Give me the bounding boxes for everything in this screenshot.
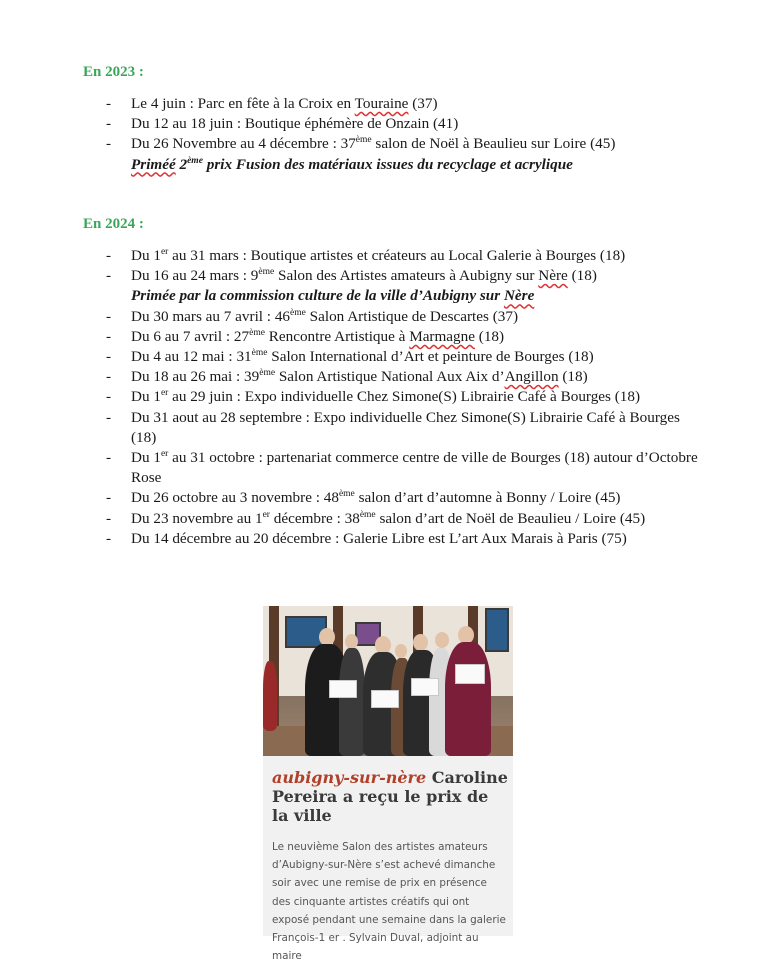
text-run: Du 26 octobre au 3 novembre : 48 [131,489,339,507]
superscript: ème [258,267,275,278]
event-text [131,409,680,446]
press-article-card [263,606,513,963]
event-list-item [0,448,768,488]
event-text [131,388,640,405]
bullet-dash: - [106,368,112,386]
text-run: Salon des Artistes amateurs à Aubigny sur [274,267,539,285]
text-run: Du 26 Novembre au 4 décembre : 37 [131,135,356,153]
year-heading-2023: En 2023 : [83,64,144,80]
text-run: 2 [175,155,188,173]
text-run: Du 30 mars au 7 avril : 46 [131,307,291,325]
bullet-dash: - [106,408,112,426]
event-text [131,247,625,264]
article-summary: Le neuvième Salon des artistes amateurs d’Aubigny-sur-Nère s’est achevé dimanche soir avec une remise de prix en présence des cinquante artistes créatifs qui ont exposé pendant une semaine dans la galerie François-1 er . Sylvain Duval, adjoint au maire [272,841,506,963]
text-run: Salon International d’Art et peinture de Bourges (18) [267,348,594,366]
text-run: Du 23 novembre au 1 [131,509,263,527]
event-list-item [0,408,768,448]
event-text [131,328,504,345]
text-run: prix Fusion des matériaux issues du recyclage et acrylique [202,155,573,173]
event-list-item [0,367,768,387]
superscript: er [262,509,270,520]
text-run: Du 1 [131,388,161,406]
text-run: (18) [558,368,588,386]
event-list-item [0,246,768,266]
superscript: er [160,388,169,399]
bullet-dash: - [106,388,112,406]
text-run: (18) [474,327,505,345]
event-text [131,95,438,112]
event-text [131,489,620,506]
bullet-dash: - [106,135,112,153]
event-text [131,135,615,152]
bullet-dash: - [106,348,112,366]
superscript: ème [290,307,306,318]
article-headline [272,768,508,825]
event-text [131,368,588,385]
event-list-item [0,307,768,327]
bullet-dash: - [106,327,112,345]
event-list-item [0,509,768,529]
superscript: ème [251,347,268,358]
spellcheck-flagged-word: Touraine [354,95,409,112]
events-2024-list [0,246,768,549]
award-note [131,286,708,306]
event-list-item [0,114,768,134]
bullet-dash: - [106,95,112,112]
text-run: Rencontre Artistique à [264,327,410,345]
spellcheck-flagged-word: Marmagne [409,327,475,345]
event-text [131,267,597,284]
bullet-dash: - [106,307,112,325]
award-note [131,155,708,175]
article-title: Caroline Pereira a reçu le prix de la ville [272,768,508,825]
text-run: au 31 mars : Boutique artistes et créateurs au Local Galerie à Bourges (18) [168,247,626,264]
text-run: Du 1 [131,247,161,264]
text-run: (37) [408,95,438,112]
spellcheck-flagged-word: Nère [538,267,568,285]
bullet-dash: - [106,267,112,285]
superscript: er [160,246,169,257]
article-city: aubigny-sur-nère [272,768,427,787]
event-list-item [0,387,768,407]
superscript: ème [259,368,276,379]
event-list-item [0,327,768,347]
event-text [131,530,627,547]
text-run: salon de Noël à Beaulieu sur Loire (45) [371,135,616,153]
event-list-item [0,488,768,508]
event-text [131,449,698,486]
text-run: Du 14 décembre au 20 décembre : Galerie Libre est L’art Aux Marais à Paris (75) [131,529,627,547]
bullet-dash: - [106,529,112,547]
superscript: ème [338,489,355,500]
bullet-dash: - [106,115,112,133]
text-run: décembre : 38 [269,509,360,527]
events-2023-list [0,94,768,175]
event-text [131,308,518,325]
text-run: au 31 octobre : partenariat commerce centre de ville de Bourges (18) autour d’Octobre Rose [131,449,698,487]
superscript: ème [187,155,203,166]
event-list-item [0,94,768,114]
event-list-item [0,134,768,174]
bullet-dash: - [106,509,112,527]
text-run: Du 18 au 26 mai : 39 [131,368,260,386]
text-run: (18) [567,267,597,285]
superscript: er [160,448,169,459]
year-heading-2024: En 2024 : [83,216,144,232]
text-run: au 29 juin : Expo individuelle Chez Simone(S) Librairie Café à Bourges (18) [168,388,641,406]
text-run: Du 1 [131,449,161,467]
spellcheck-flagged-word: Priméé [131,155,176,173]
text-run: Primée par la commission culture de la ville d’Aubigny sur [131,287,504,305]
text-run: salon d’art d’automne à Bonny / Loire (45) [354,489,621,507]
text-run: Salon Artistique National Aux Aix d’ [275,368,505,386]
text-run: salon d’art de Noël de Beaulieu / Loire (45) [375,509,646,527]
spellcheck-flagged-word: Angillon [504,368,559,386]
superscript: ème [359,509,376,520]
award-ceremony-photo [263,606,513,756]
text-run: Du 16 au 24 mars : 9 [131,267,259,285]
superscript: ème [355,135,372,146]
text-run: Du 6 au 7 avril : 27 [131,327,250,345]
text-run: Du 4 au 12 mai : 31 [131,348,252,366]
spellcheck-flagged-word: Nère [503,287,535,305]
event-list-item [0,347,768,367]
bullet-dash: - [106,449,112,467]
event-list-item [0,529,768,549]
text-run: Salon Artistique de Descartes (37) [305,307,519,325]
text-run: Le 4 juin : Parc en fête à la Croix en [131,95,355,112]
bullet-dash: - [106,489,112,507]
bullet-dash: - [106,247,112,264]
superscript: ème [249,327,265,338]
text-run: Du 31 aout au 28 septembre : Expo individuelle Chez Simone(S) Librairie Café à Bourges (18) [131,408,680,446]
event-text [131,115,458,132]
event-list-item [0,266,768,306]
text-run: Du 12 au 18 juin : Boutique éphémère de Onzain (41) [131,115,459,133]
event-text [131,510,645,527]
event-text [131,348,594,365]
